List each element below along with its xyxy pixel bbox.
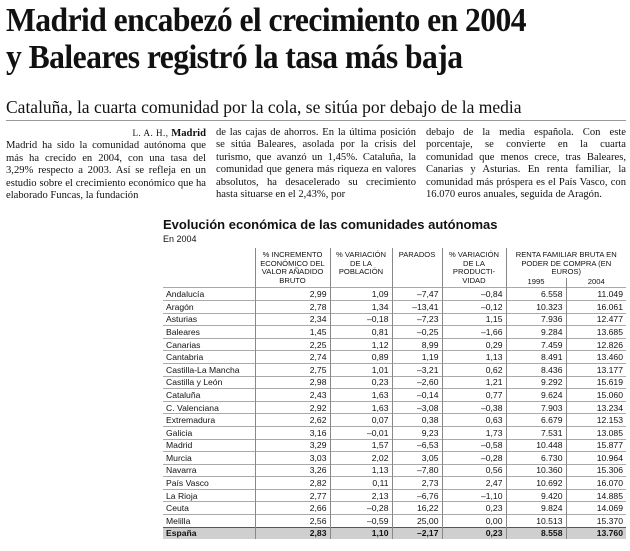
- region-name: Cataluña: [163, 389, 255, 402]
- table-cell: 2,74: [255, 351, 330, 364]
- table-cell: –0,01: [330, 426, 392, 439]
- table-cell: 9.624: [506, 389, 566, 402]
- region-name: Baleares: [163, 326, 255, 339]
- table-row: [163, 439, 626, 452]
- table-row: [163, 288, 626, 301]
- byline-initials: L. A. H.,: [132, 128, 169, 138]
- table-cell: 8,99: [392, 338, 442, 351]
- byline: [6, 127, 206, 140]
- table-cell: 10.448: [506, 439, 566, 452]
- table-cell: 2,25: [255, 338, 330, 351]
- table-cell: 12.477: [566, 313, 626, 326]
- region-name: Galicia: [163, 426, 255, 439]
- region-name: Castilla y León: [163, 376, 255, 389]
- table-cell: –2,60: [392, 376, 442, 389]
- table-cell: 2,77: [255, 489, 330, 502]
- table-cell: 3,26: [255, 464, 330, 477]
- table-cell: 10.513: [506, 515, 566, 528]
- table-cell: 1,12: [330, 338, 392, 351]
- region-name: Andalucía: [163, 288, 255, 301]
- table-cell: 15.370: [566, 515, 626, 528]
- table-cell: –0,38: [442, 401, 506, 414]
- table-cell: 0,07: [330, 414, 392, 427]
- region-name: Murcia: [163, 452, 255, 465]
- table-cell: 13.085: [566, 426, 626, 439]
- table-cell: 3,05: [392, 452, 442, 465]
- byline-city: Madrid: [171, 128, 206, 139]
- table-cell: 2,02: [330, 452, 392, 465]
- region-name: C. Valenciana: [163, 401, 255, 414]
- header-unemployed: PARADOS: [392, 248, 442, 288]
- table-row: [163, 401, 626, 414]
- table-cell: 2,78: [255, 300, 330, 313]
- table-cell: 9.292: [506, 376, 566, 389]
- header-population: % VARIACIÓN DE LA POBLACIÓN: [330, 248, 392, 288]
- table-cell: 10.692: [506, 477, 566, 490]
- header-year-2004: 2004: [566, 278, 626, 288]
- table-cell: 8.436: [506, 363, 566, 376]
- table-cell: 6.679: [506, 414, 566, 427]
- table-cell: 14.069: [566, 502, 626, 515]
- table-cell: 0,23: [442, 502, 506, 515]
- table-row: [163, 464, 626, 477]
- table-cell: 1,57: [330, 439, 392, 452]
- table-cell: 13.685: [566, 326, 626, 339]
- table-cell: 9.420: [506, 489, 566, 502]
- table-cell: 15.619: [566, 376, 626, 389]
- table-cell: –7,80: [392, 464, 442, 477]
- article-body: [6, 127, 626, 202]
- table-row: [163, 313, 626, 326]
- subheadline: Cataluña, la cuarta comunidad por la cola, se sitúa por debajo de la media: [6, 97, 522, 117]
- region-name: Navarra: [163, 464, 255, 477]
- table-cell: 1,45: [255, 326, 330, 339]
- region-name: Asturias: [163, 313, 255, 326]
- table-row: [163, 489, 626, 502]
- table-cell: 1,63: [330, 389, 392, 402]
- table-cell: 10.323: [506, 300, 566, 313]
- headline-line-2: y Baleares registró la tasa más baja: [6, 39, 463, 76]
- region-name: España: [163, 527, 255, 539]
- table-title: Evolución económica de las comunidades autónomas: [163, 217, 498, 232]
- table-total-row: [163, 527, 626, 539]
- table-cell: –0,12: [442, 300, 506, 313]
- table-cell: 2,34: [255, 313, 330, 326]
- region-name: Madrid: [163, 439, 255, 452]
- table-cell: 10.360: [506, 464, 566, 477]
- table-cell: 13.177: [566, 363, 626, 376]
- table-cell: 0,89: [330, 351, 392, 364]
- headline-line-1: Madrid encabezó el crecimiento en 2004: [6, 2, 527, 39]
- table-cell: 1,73: [442, 426, 506, 439]
- table-cell: 0,11: [330, 477, 392, 490]
- table-row: [163, 326, 626, 339]
- table-cell: –0,14: [392, 389, 442, 402]
- table-cell: 3,16: [255, 426, 330, 439]
- table-cell: 13.760: [566, 527, 626, 539]
- economic-table: [163, 248, 626, 539]
- table-cell: 0,81: [330, 326, 392, 339]
- table-cell: –0,28: [330, 502, 392, 515]
- table-cell: 2,83: [255, 527, 330, 539]
- headline: [6, 2, 583, 76]
- table-cell: 16,22: [392, 502, 442, 515]
- table-cell: 3,03: [255, 452, 330, 465]
- table-cell: 6.558: [506, 288, 566, 301]
- table-cell: 11.049: [566, 288, 626, 301]
- table-cell: 2,98: [255, 376, 330, 389]
- table-cell: –13,41: [392, 300, 442, 313]
- region-name: Melilla: [163, 515, 255, 528]
- table-cell: 1,09: [330, 288, 392, 301]
- table-cell: 9,23: [392, 426, 442, 439]
- table-cell: 0,63: [442, 414, 506, 427]
- table-row: [163, 351, 626, 364]
- table-cell: –0,59: [330, 515, 392, 528]
- table-cell: 1,63: [330, 401, 392, 414]
- table-cell: –0,84: [442, 288, 506, 301]
- table-cell: 13.234: [566, 401, 626, 414]
- table-row: [163, 426, 626, 439]
- table-cell: 3,29: [255, 439, 330, 452]
- table-cell: –0,25: [392, 326, 442, 339]
- table-cell: 13.460: [566, 351, 626, 364]
- table-cell: 2,56: [255, 515, 330, 528]
- table-cell: –1,66: [442, 326, 506, 339]
- table-cell: 2,92: [255, 401, 330, 414]
- header-blank: [163, 248, 255, 288]
- table-row: [163, 363, 626, 376]
- table-cell: 0,23: [442, 527, 506, 539]
- table-cell: 15.306: [566, 464, 626, 477]
- table-subtitle: En 2004: [163, 234, 197, 244]
- table-cell: 16.070: [566, 477, 626, 490]
- table-cell: –6,53: [392, 439, 442, 452]
- table-cell: 8.491: [506, 351, 566, 364]
- table-cell: 2,43: [255, 389, 330, 402]
- table-cell: 1,13: [330, 464, 392, 477]
- table-cell: 15.877: [566, 439, 626, 452]
- table-cell: 9.284: [506, 326, 566, 339]
- table-cell: 7.903: [506, 401, 566, 414]
- table-cell: 14.885: [566, 489, 626, 502]
- table-cell: 1,21: [442, 376, 506, 389]
- table-cell: 0,38: [392, 414, 442, 427]
- table-cell: –7,23: [392, 313, 442, 326]
- header-income: RENTA FAMILIAR BRUTA EN PODER DE COMPRA (EN EUROS): [506, 248, 626, 278]
- table-cell: 12.153: [566, 414, 626, 427]
- table-cell: 0,62: [442, 363, 506, 376]
- table-row: [163, 515, 626, 528]
- table-cell: 2,47: [442, 477, 506, 490]
- table-row: [163, 376, 626, 389]
- table-row: [163, 414, 626, 427]
- table-cell: 1,13: [442, 351, 506, 364]
- table-cell: –2,17: [392, 527, 442, 539]
- table-cell: 1,19: [392, 351, 442, 364]
- table-cell: 0,00: [442, 515, 506, 528]
- table-cell: 0,29: [442, 338, 506, 351]
- table-cell: 0,77: [442, 389, 506, 402]
- table-cell: 25,00: [392, 515, 442, 528]
- table-cell: 0,56: [442, 464, 506, 477]
- divider: [6, 120, 626, 121]
- table-cell: 2,66: [255, 502, 330, 515]
- table-cell: 1,10: [330, 527, 392, 539]
- table-cell: 6.730: [506, 452, 566, 465]
- region-name: Aragón: [163, 300, 255, 313]
- table-cell: 15.060: [566, 389, 626, 402]
- table-cell: –0,18: [330, 313, 392, 326]
- table-cell: –3,08: [392, 401, 442, 414]
- table-row: [163, 338, 626, 351]
- region-name: La Rioja: [163, 489, 255, 502]
- table-cell: 16.061: [566, 300, 626, 313]
- table-row: [163, 389, 626, 402]
- table-cell: –0,28: [442, 452, 506, 465]
- article-column-1: [6, 127, 206, 202]
- table-row: [163, 300, 626, 313]
- table-cell: –3,21: [392, 363, 442, 376]
- header-productivity: % VARIACIÓN DE LA PRODUCTI- VIDAD: [442, 248, 506, 288]
- table-cell: 7.531: [506, 426, 566, 439]
- table-cell: 2,73: [392, 477, 442, 490]
- table-cell: 2,75: [255, 363, 330, 376]
- table-cell: 1,15: [442, 313, 506, 326]
- table-row: [163, 477, 626, 490]
- table-cell: 2,13: [330, 489, 392, 502]
- table-cell: 2,82: [255, 477, 330, 490]
- region-name: Canarias: [163, 338, 255, 351]
- table-cell: 2,62: [255, 414, 330, 427]
- table-cell: 7.936: [506, 313, 566, 326]
- table-row: [163, 502, 626, 515]
- table-cell: 9.824: [506, 502, 566, 515]
- table-cell: 1,01: [330, 363, 392, 376]
- header-year-1995: 1995: [506, 278, 566, 288]
- header-gva: % INCREMENTO ECONÓMICO DEL VALOR AÑADIDO BRUTO: [255, 248, 330, 288]
- table-cell: –1,10: [442, 489, 506, 502]
- table-cell: –0,58: [442, 439, 506, 452]
- article-column-3: debajo de la media española. Con este porcentaje, se convierte en la cuarta comunidad que menos crece, tras Baleares, Canarias y Asturias. En renta familiar, la comunidad más próspera es el País Vasco, con 16.070 euros anuales, seguida de Aragón.: [426, 127, 626, 201]
- table-cell: –7,47: [392, 288, 442, 301]
- table-row: [163, 452, 626, 465]
- region-name: Cantabria: [163, 351, 255, 364]
- table-cell: 2,99: [255, 288, 330, 301]
- table-cell: 0,23: [330, 376, 392, 389]
- article-column-2: de las cajas de ahorros. En la última posición se sitúa Baleares, asolada por la crisis del turismo, que avanzó un 1,45%. Cataluña, la comunidad que genera más riqueza en valores absolutos, ha desacelerado su crecimiento hasta situarse en el 2,43%, por: [216, 127, 416, 201]
- column-1-text: Madrid ha sido la comunidad autónoma que más ha crecido en 2004, con una tasa del 3,29% respecto a 2003. Así se refleja en un estudio sobre el crecimiento económico que ha elaborado Funcas, la fundación: [6, 140, 206, 202]
- region-name: Ceuta: [163, 502, 255, 515]
- region-name: País Vasco: [163, 477, 255, 490]
- data-table-section: [163, 217, 626, 539]
- table-cell: 12.826: [566, 338, 626, 351]
- table-cell: 7.459: [506, 338, 566, 351]
- table-cell: 1,34: [330, 300, 392, 313]
- table-cell: –6,76: [392, 489, 442, 502]
- table-cell: 8.558: [506, 527, 566, 539]
- region-name: Extremadura: [163, 414, 255, 427]
- region-name: Castilla-La Mancha: [163, 363, 255, 376]
- table-cell: 10.964: [566, 452, 626, 465]
